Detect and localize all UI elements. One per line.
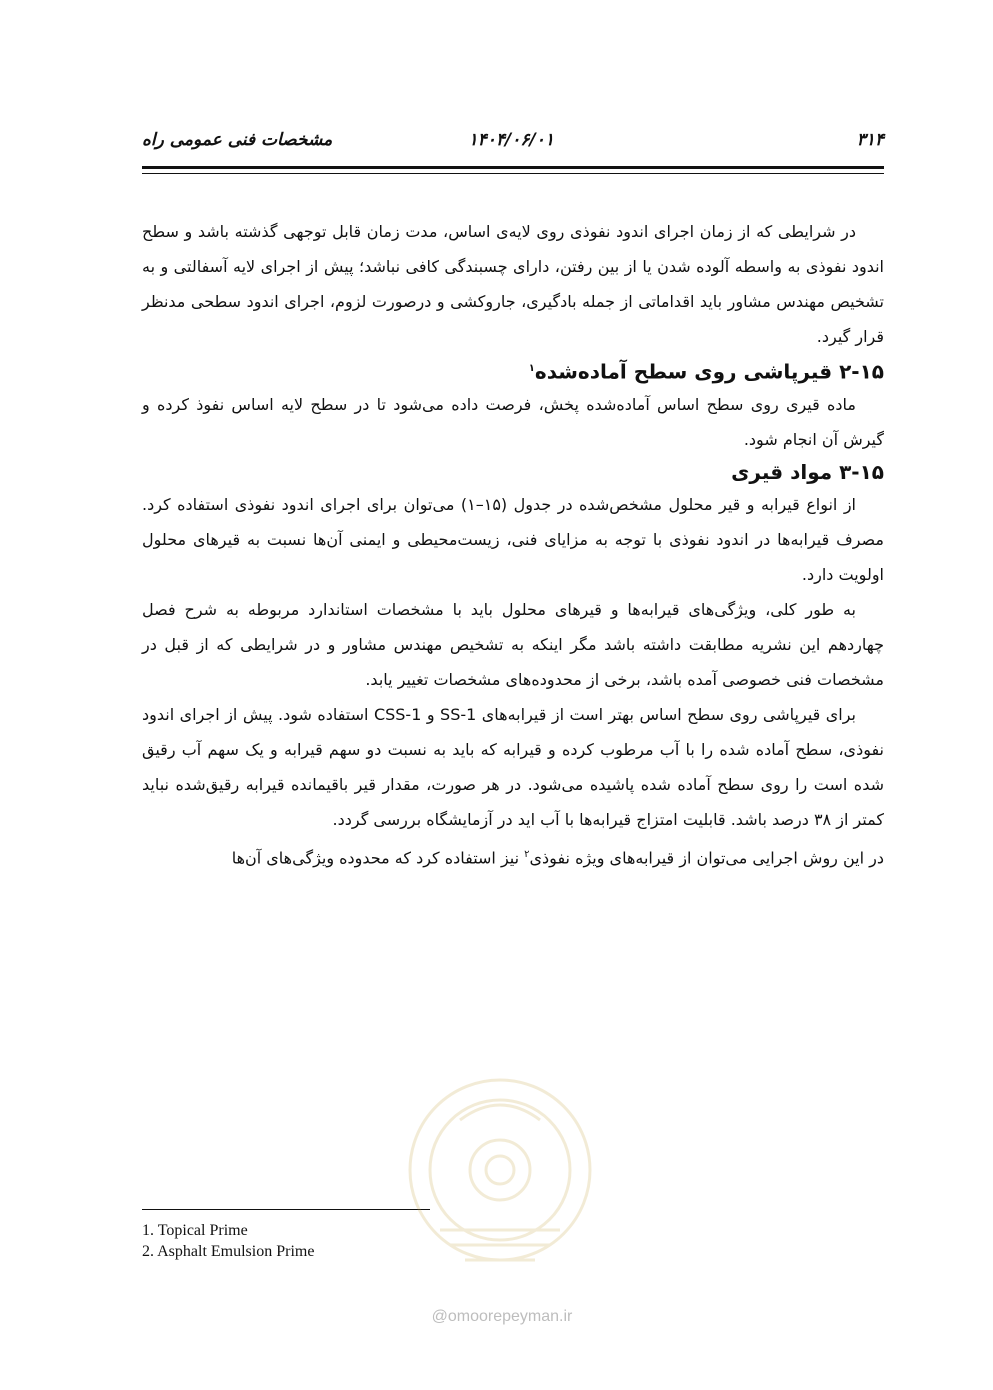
header-title: مشخصات فنی عمومی راه <box>142 130 333 150</box>
watermark-seal-icon <box>400 1060 600 1300</box>
footnote-ref-1[interactable]: ۱ <box>528 363 535 374</box>
paragraph-2: ماده قیری روی سطح اساس آماده‌شده پخش، فرصت داده می‌شود تا در سطح لایه اساس نفوذ کرده و گیرش آن انجام شود. <box>142 394 884 449</box>
footnote-rule <box>142 1209 430 1210</box>
footnote-2: 2. Asphalt Emulsion Prime <box>142 1243 315 1260</box>
section-heading-3-15: ۳-۱۵ مواد قیری <box>731 459 884 484</box>
footnote-ref-2[interactable]: ۲ <box>524 848 530 860</box>
paragraph-3: از انواع قیرابه و قیر محلول مشخص‌شده در جدول (۱۵–۱) می‌توان برای اجرای اندود نفوذی استفاده کرد. مصرف قیرابه‌ها در اندود نفوذی با توجه به مزایای فنی، زیست‌محیطی و ایمنی آن‌ها نسبت به قیرهای محلول اولویت دارد. <box>142 494 884 584</box>
header-rule-thick <box>142 166 884 169</box>
page-body <box>142 214 884 875</box>
paragraph-4: به طور کلی، ویژگی‌های قیرابه‌ها و قیرهای محلول باید با مشخصات استاندارد مربوطه به شرح فصل چهاردهم این نشریه مطابقت داشته باشد مگر اینکه به تشخیص مهندس مشاور و در شرایطی که از قبل در مشخصات فنی خصوصی آمده باشد، برخی از محدوده‌های مشخصات تغییر یابد. <box>142 599 884 689</box>
paragraph-6-start: در این روش اجرایی می‌توان از قیرابه‌های ویژه نفوذی <box>529 847 884 867</box>
watermark-text: @omoorepeyman.ir <box>431 1308 573 1325</box>
paragraph-1: در شرایطی که از زمان اجرای اندود نفوذی روی لایه‌ی اساس، مدت زمان قابل توجهی گذشته باشد و سطح اندود نفوذی به واسطه آلوده شدن یا از بین رفتن، دارای چسبندگی کافی نباشد؛ پیش از اجرای لایه آسفالتی و به تشخیص مهندس مشاور باید اقداماتی از جمله بادگیری، جاروکشی و درصورت لزوم، اجرای اندود سطحی مدنظر قرار گیرد. <box>142 222 884 346</box>
heading-text: ۲-۱۵ قیرپاشی روی سطح آماده‌شده <box>534 359 884 384</box>
paragraph-6-end: نیز استفاده کرد که محدوده ویژگی‌های آن‌ها <box>231 847 525 867</box>
footnotes <box>142 1220 314 1262</box>
header-date: ۱۴۰۴/۰۶/۰۱ <box>468 130 554 150</box>
page-header <box>142 130 884 156</box>
footnote-1: 1. Topical Prime <box>142 1222 248 1239</box>
paragraph-5: برای قیرپاشی روی سطح اساس بهتر است از قیرابه‌های SS-1 و CSS-1 استفاده شود. پیش از اجرای اندود نفوذی، سطح آماده شده را با آب مرطوب کرده و قیرابه که باید به نسبت دو سهم قیرابه و یک سهم آب رقیق شده است را روی سطح آماده شده پاشیده می‌شود. در هر صورت، مقدار قیر باقیمانده قیرابه رقیق‌شده نباید کمتر از ۳۸ درصد باشد. قابلیت امتزاج قیرابه‌ها با آب اید در آزمایشگاه بررسی گردد. <box>142 704 884 829</box>
section-heading-2-15 <box>142 354 884 387</box>
header-rule-thin <box>142 173 884 174</box>
paragraph-6 <box>142 837 884 875</box>
page-number: ۳۱۴ <box>856 130 884 150</box>
